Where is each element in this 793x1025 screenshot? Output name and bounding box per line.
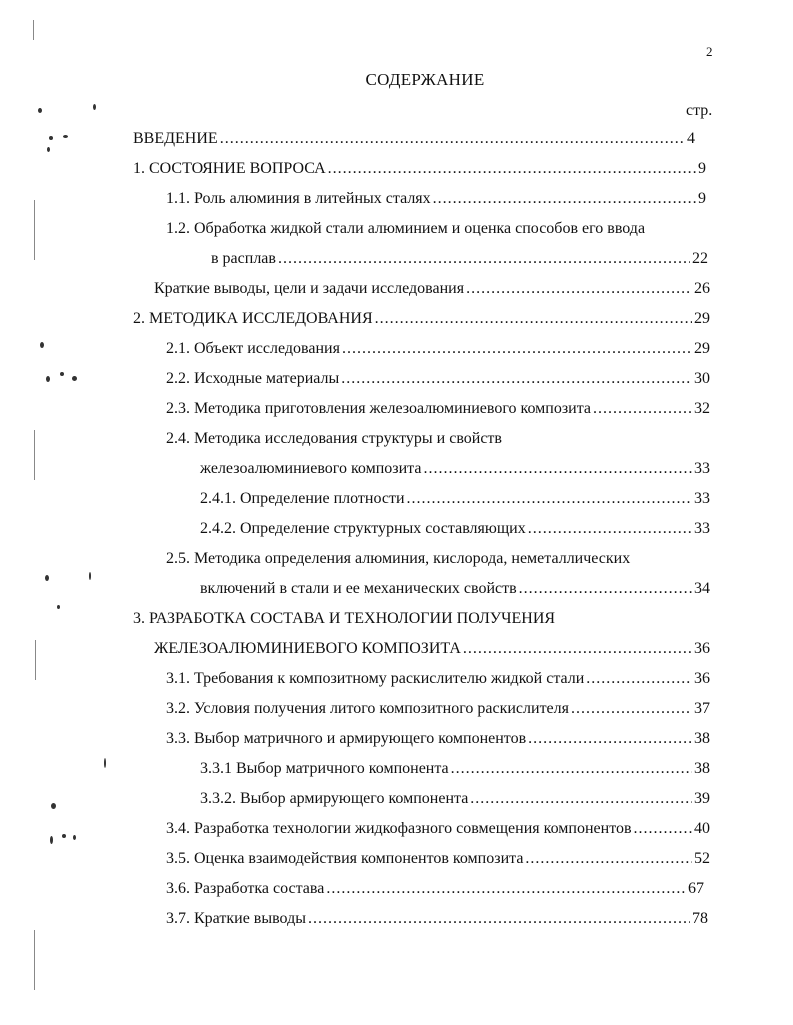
scan-speck [73, 835, 76, 840]
toc-entry-2-5 [200, 579, 710, 599]
scan-artefacts [0, 0, 130, 1025]
toc-entry-1-2 [211, 249, 708, 269]
scan-speck [60, 372, 64, 376]
toc-leader-dots [470, 789, 692, 809]
toc-entry-page: 26 [694, 280, 710, 297]
toc-entry-continuation: в расплав [211, 250, 276, 267]
toc-leader-dots [433, 189, 696, 209]
scan-edge-line [34, 430, 35, 480]
toc-entry-continuation: включений в стали и ее механических свойств [200, 580, 517, 597]
toc-entry-2-4 [200, 459, 710, 479]
toc-entry-page: 52 [694, 850, 710, 867]
scan-speck [38, 108, 42, 113]
toc-leader-dots [466, 279, 692, 299]
toc-entry-page: 38 [694, 730, 710, 747]
toc-entry-page: 34 [694, 580, 710, 597]
toc-entry-text: 2.1. Объект исследования [166, 340, 340, 357]
toc-entry-text: 3.5. Оценка взаимодействия компонентов композита [166, 850, 524, 867]
toc-entry-page: 78 [692, 910, 708, 927]
toc-entry-text: 3.3. Выбор матричного и армирующего компонентов [166, 730, 527, 747]
toc-entry-text: 2.4.1. Определение плотности [200, 490, 405, 507]
page-column-label: стр. [686, 102, 713, 119]
toc-entry-page: 4 [687, 130, 695, 147]
toc-leader-dots [407, 489, 692, 509]
toc-entry-text: ВВЕДЕНИЕ [133, 130, 218, 147]
toc-entry-page: 9 [698, 190, 706, 207]
scan-speck [51, 803, 56, 809]
toc-leader-dots [278, 249, 690, 269]
toc-leader-dots [220, 129, 685, 149]
scan-speck [72, 376, 77, 381]
toc-entry-1-2-line1: 1.2. Обработка жидкой стали алюминием и оценка способов его ввода [166, 220, 646, 237]
toc-entry-page: 29 [694, 310, 710, 327]
toc-entry-text: 2.2. Исходные материалы [166, 370, 340, 387]
toc-entry-2-5-line1: 2.5. Методика определения алюминия, кислорода, неметаллических [166, 550, 631, 567]
toc-entry-page: 33 [694, 520, 710, 537]
toc-entry-continuation: железоалюминиевого композита [200, 460, 422, 477]
scan-speck [89, 572, 91, 580]
toc-entry-page: 32 [694, 400, 710, 417]
toc-entry-3-4 [166, 819, 710, 839]
toc-entry-page: 36 [694, 640, 710, 657]
scan-speck [57, 605, 60, 609]
toc-entry-3-5 [166, 849, 710, 869]
toc-leader-dots [634, 819, 692, 839]
scan-speck [93, 104, 96, 110]
scan-speck [46, 376, 50, 382]
toc-leader-dots [571, 699, 692, 719]
toc-entry-2-1 [166, 339, 710, 359]
toc-entry-text: 2.4.2. Определение структурных составляющих [200, 520, 526, 537]
toc-leader-dots [342, 339, 692, 359]
toc-entry-page: 40 [694, 820, 710, 837]
toc-leader-dots [328, 159, 696, 179]
toc-entry-summary-1 [154, 279, 710, 299]
scan-speck [62, 834, 66, 838]
toc-leader-dots [528, 519, 692, 539]
toc-entry-page: 30 [694, 370, 710, 387]
toc-entry-page: 38 [694, 760, 710, 777]
scan-edge-line [33, 20, 34, 40]
toc-entry-chapter-3-line1: 3. РАЗРАБОТКА СОСТАВА И ТЕХНОЛОГИИ ПОЛУЧЕНИЯ [133, 610, 556, 627]
toc-entry-chapter-1 [133, 159, 706, 179]
toc-entry-2-2 [166, 369, 710, 389]
toc-entry-text: 3.3.2. Выбор армирующего компонента [200, 790, 469, 807]
toc-entry-2-4-line1: 2.4. Методика исследования структуры и свойств [166, 430, 502, 447]
toc-entry-3-3-1 [200, 759, 710, 779]
toc-entry-page: 39 [694, 790, 710, 807]
toc-entry-page: 37 [694, 700, 710, 717]
toc-entry-3-2 [166, 699, 710, 719]
toc-entry-page: 36 [694, 670, 710, 687]
toc-entry-3-6 [166, 879, 704, 899]
toc-leader-dots [326, 879, 686, 899]
toc-leader-dots [375, 309, 692, 329]
scan-speck [63, 135, 68, 138]
toc-entry-continuation: ЖЕЛЕЗОАЛЮМИНИЕВОГО КОМПОЗИТА [154, 640, 461, 657]
scan-edge-line [35, 640, 36, 680]
toc-entry-1-1 [166, 189, 706, 209]
scan-speck [47, 147, 50, 152]
toc-leader-dots [525, 849, 692, 869]
scan-speck [49, 136, 53, 140]
scan-speck [40, 342, 44, 348]
toc-entry-2-4-2 [200, 519, 710, 539]
toc-entry-page: 29 [694, 340, 710, 357]
toc-entry-3-1 [166, 669, 710, 689]
toc-entry-page: 33 [694, 490, 710, 507]
toc-entry-page: 22 [692, 250, 708, 267]
page-number: 2 [706, 44, 713, 59]
toc-leader-dots [341, 369, 692, 389]
toc-entry-text: Краткие выводы, цели и задачи исследования [154, 280, 465, 297]
toc-leader-dots [528, 729, 692, 749]
toc-entry-3-3-2 [200, 789, 710, 809]
toc-title: СОДЕРЖАНИЕ [365, 70, 485, 89]
toc-entry-introduction [133, 129, 695, 149]
toc-entry-2-3 [166, 399, 710, 419]
toc-entry-chapter-2 [133, 309, 710, 329]
scan-speck [45, 575, 49, 581]
toc-entry-text: 1. СОСТОЯНИЕ ВОПРОСА [133, 160, 326, 177]
toc-leader-dots [423, 459, 692, 479]
scan-speck [50, 836, 53, 844]
toc-entry-page: 9 [698, 160, 706, 177]
toc-leader-dots [519, 579, 692, 599]
toc-leader-dots [451, 759, 692, 779]
toc-leader-dots [586, 669, 692, 689]
toc-leader-dots [308, 909, 690, 929]
toc-entry-page: 67 [688, 880, 704, 897]
scan-edge-line [34, 930, 35, 990]
toc-entry-chapter-3 [154, 639, 710, 659]
scan-edge-line [34, 200, 35, 260]
toc-entry-text: 2.3. Методика приготовления железоалюминиевого композита [166, 400, 592, 417]
toc-leader-dots [593, 399, 692, 419]
toc-entry-text: 1.1. Роль алюминия в литейных сталях [166, 190, 431, 207]
toc-entry-3-3 [166, 729, 710, 749]
toc-leader-dots [463, 639, 692, 659]
scan-speck [104, 758, 106, 768]
toc-entry-page: 33 [694, 460, 710, 477]
toc-entry-2-4-1 [200, 489, 710, 509]
toc-entry-3-7 [166, 909, 708, 929]
toc-entry-text: 3.1. Требования к композитному раскислителю жидкой стали [166, 670, 585, 687]
toc-entry-text: 3.7. Краткие выводы [166, 910, 306, 927]
toc-entry-text: 2. МЕТОДИКА ИССЛЕДОВАНИЯ [133, 310, 373, 327]
toc-entry-text: 3.6. Разработка состава [166, 880, 325, 897]
toc-entry-text: 3.3.1 Выбор матричного компонента [200, 760, 449, 777]
toc-entry-text: 3.2. Условия получения литого композитного раскислителя [166, 700, 569, 717]
toc-entry-text: 3.4. Разработка технологии жидкофазного совмещения компонентов [166, 820, 632, 837]
